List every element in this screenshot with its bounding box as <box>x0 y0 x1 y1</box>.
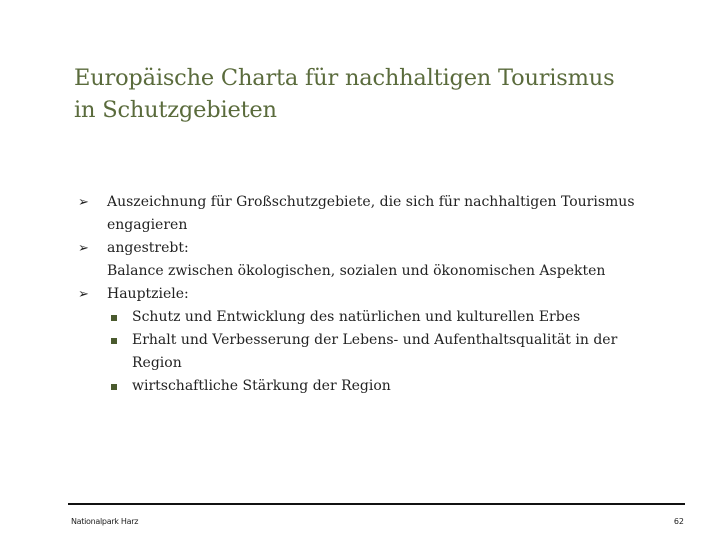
subbullet-item <box>0 306 720 329</box>
bullet-text: Hauptziele: <box>107 286 189 302</box>
title-line-1: Europäische Charta für nachhaltigen Tourismus <box>74 65 615 91</box>
subbullet-text: Region <box>132 355 182 371</box>
bullet-item <box>0 237 720 260</box>
square-bullet-icon <box>111 315 117 321</box>
arrow-bullet-icon: ➢ <box>78 195 89 210</box>
title-line-2: in Schutzgebieten <box>74 97 277 123</box>
bullet-text: angestrebt: <box>107 240 189 256</box>
page-number: 62 <box>673 517 684 526</box>
arrow-bullet-icon: ➢ <box>78 287 89 302</box>
subbullet-continuation <box>0 352 720 375</box>
bullet-continuation <box>0 260 720 283</box>
bullet-text: Auszeichnung für Großschutzgebiete, die sich für nachhaltigen Tourismus <box>107 194 635 210</box>
subbullet-text: Erhalt und Verbesserung der Lebens- und Aufenthaltsqualität in der <box>132 332 618 348</box>
footer-source: Nationalpark Harz <box>71 517 139 526</box>
bullet-continuation <box>0 214 720 237</box>
subbullet-text: Schutz und Entwicklung des natürlichen und kulturellen Erbes <box>132 309 581 325</box>
footer-divider <box>68 503 685 505</box>
slide-title <box>74 62 714 126</box>
arrow-bullet-icon: ➢ <box>78 241 89 256</box>
bullet-text: engagieren <box>107 217 188 233</box>
subbullet-text: wirtschaftliche Stärkung der Region <box>132 378 391 394</box>
square-bullet-icon <box>111 384 117 390</box>
square-bullet-icon <box>111 338 117 344</box>
subbullet-item <box>0 329 720 352</box>
bullet-item <box>0 283 720 306</box>
bullet-text: Balance zwischen ökologischen, sozialen und ökonomischen Aspekten <box>107 263 606 279</box>
bullet-item <box>0 191 720 214</box>
subbullet-item <box>0 375 720 398</box>
bullet-list <box>0 191 720 398</box>
